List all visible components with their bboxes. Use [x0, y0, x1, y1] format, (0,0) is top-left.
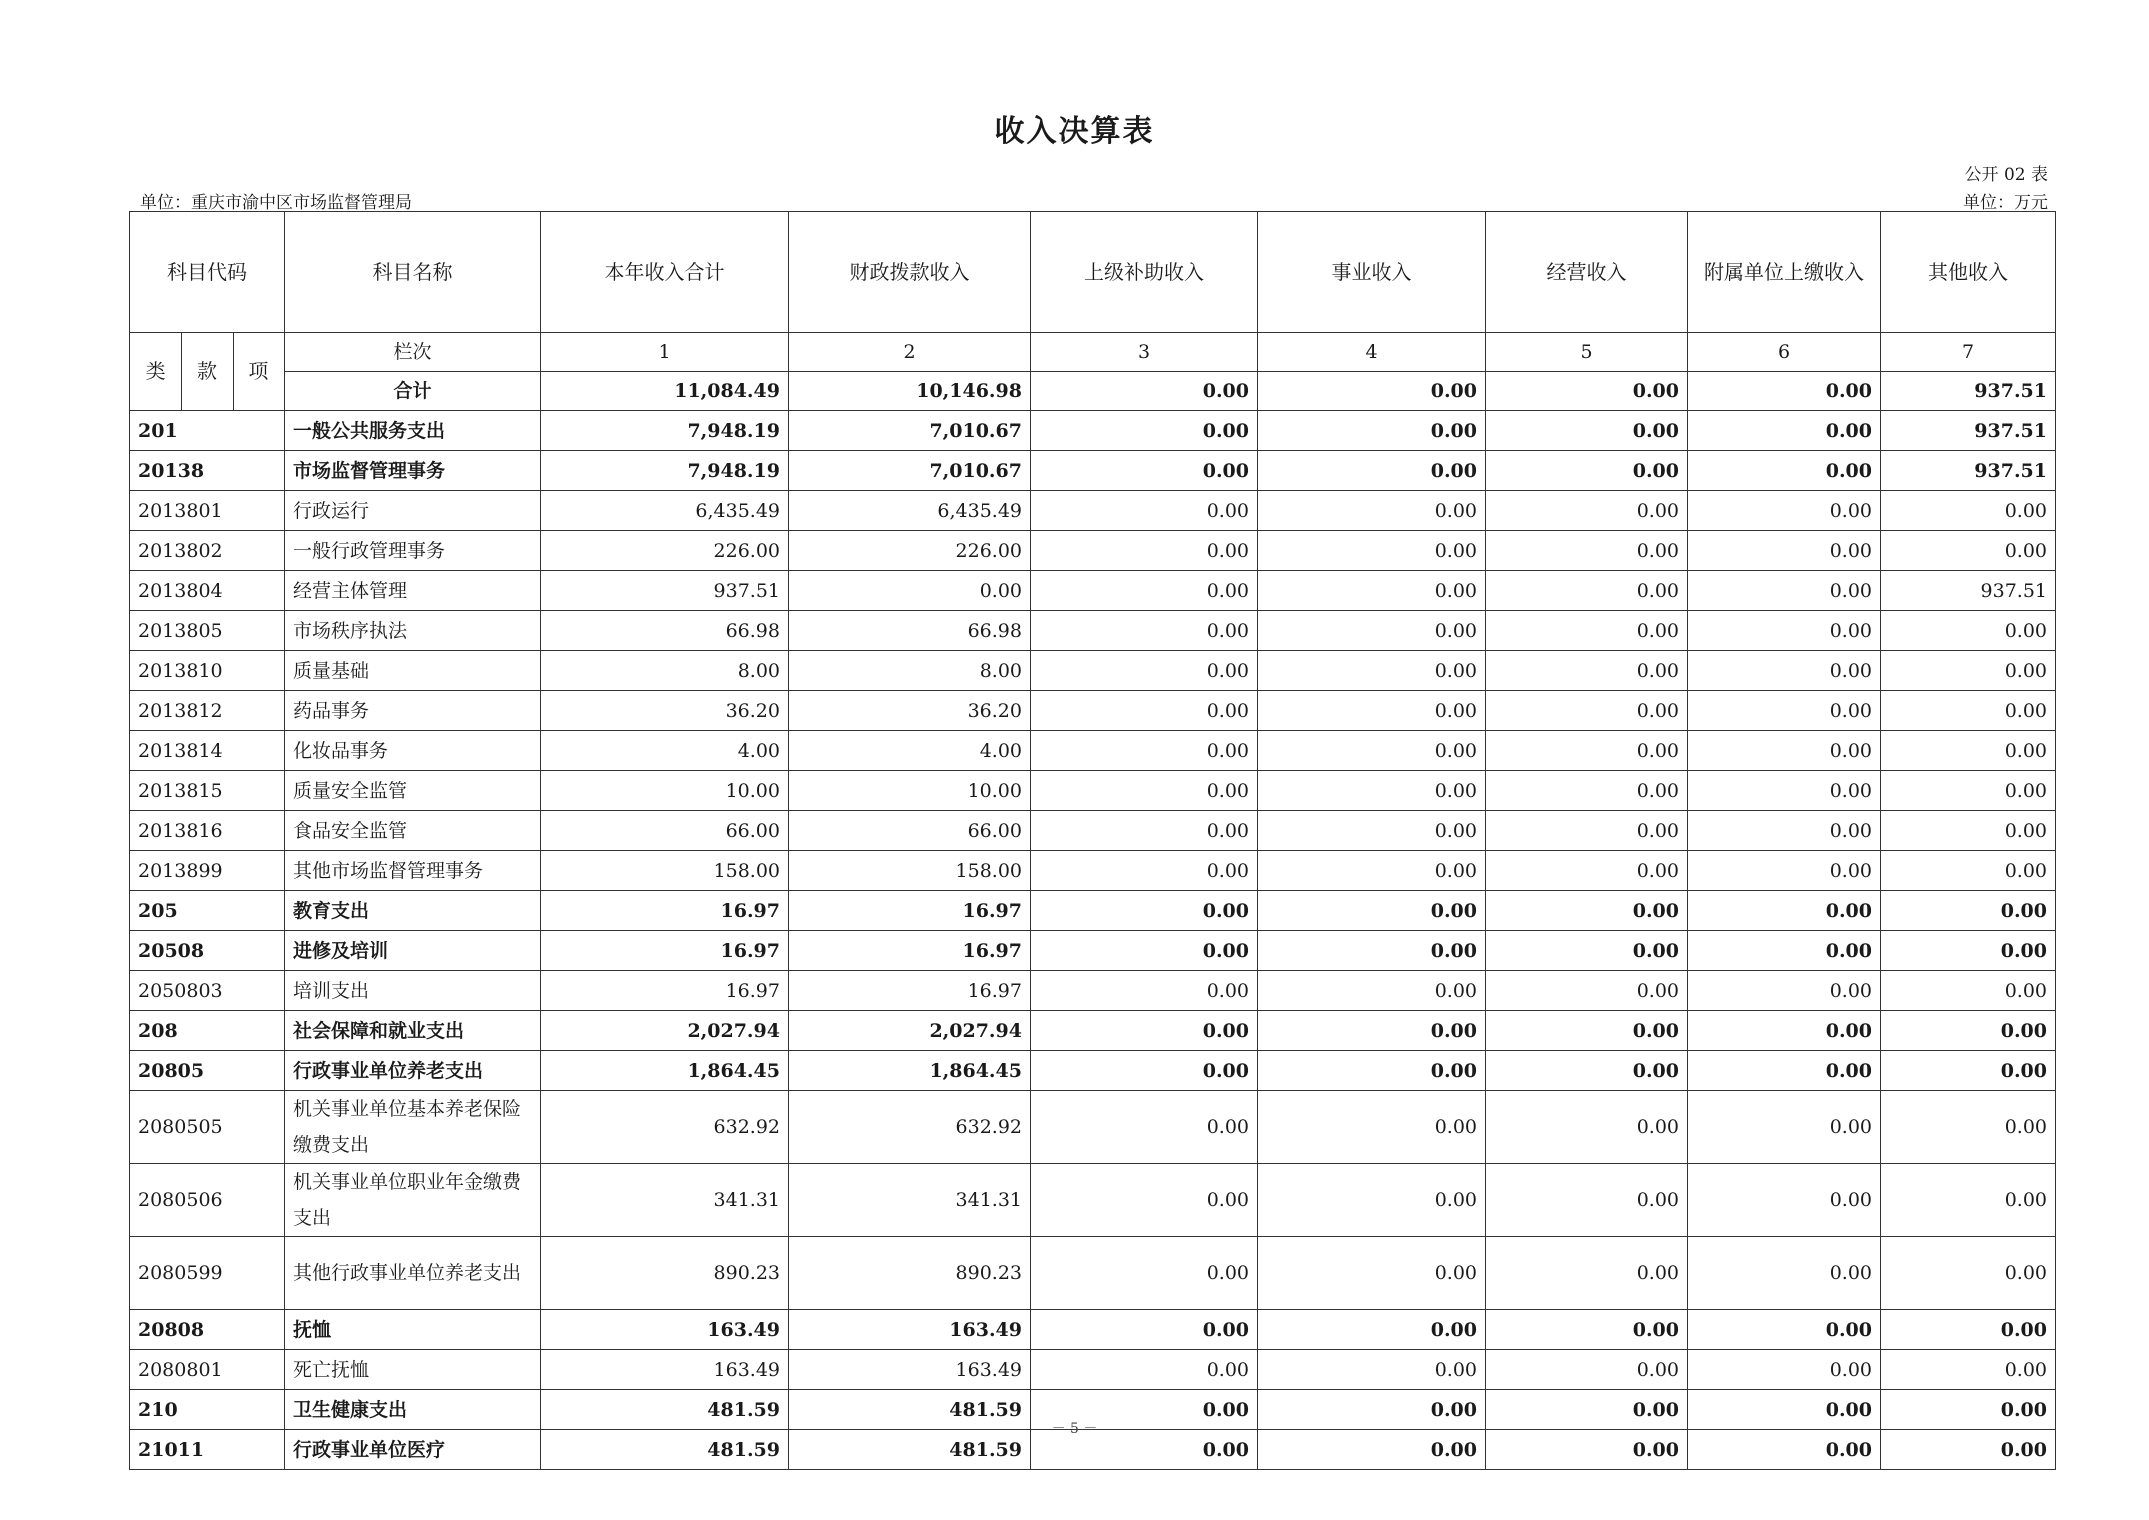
row-value: 0.00 [1486, 1164, 1688, 1237]
row-value: 0.00 [1486, 531, 1688, 571]
row-code: 2013812 [130, 691, 285, 731]
table-row [130, 571, 2056, 611]
row-value: 7,948.19 [541, 451, 789, 491]
row-value: 226.00 [541, 531, 789, 571]
row-value: 0.00 [1688, 611, 1881, 651]
row-value: 0.00 [1486, 851, 1688, 891]
row-value: 0.00 [1031, 1011, 1258, 1051]
row-name: 市场秩序执法 [285, 611, 541, 651]
row-value: 2,027.94 [541, 1011, 789, 1051]
row-value: 66.98 [789, 611, 1031, 651]
header-col2: 财政拨款收入 [789, 212, 1031, 333]
row-value: 0.00 [1486, 571, 1688, 611]
row-value: 0.00 [1258, 1310, 1486, 1350]
total-cell: 0.00 [1031, 372, 1258, 411]
row-name: 行政运行 [285, 491, 541, 531]
row-value: 0.00 [1031, 891, 1258, 931]
row-value: 481.59 [789, 1390, 1031, 1430]
row-value: 16.97 [541, 931, 789, 971]
col-number: 7 [1881, 333, 2056, 372]
row-value: 0.00 [1881, 1051, 2056, 1091]
row-value: 0.00 [1881, 1011, 2056, 1051]
row-name: 机关事业单位职业年金缴费支出 [285, 1164, 541, 1237]
row-value: 0.00 [1881, 1350, 2056, 1390]
row-value: 0.00 [1486, 611, 1688, 651]
total-row [130, 372, 2056, 411]
row-code: 2013810 [130, 651, 285, 691]
row-value: 0.00 [1486, 1051, 1688, 1091]
row-value: 0.00 [1258, 651, 1486, 691]
row-value: 16.97 [789, 931, 1031, 971]
row-value: 0.00 [1881, 1237, 2056, 1310]
row-value: 0.00 [1031, 851, 1258, 891]
row-value: 163.49 [541, 1310, 789, 1350]
row-value: 0.00 [1881, 1390, 2056, 1430]
row-value: 0.00 [1881, 1091, 2056, 1164]
row-code: 2013814 [130, 731, 285, 771]
row-value: 0.00 [1881, 811, 2056, 851]
row-code: 201 [130, 411, 285, 451]
row-value: 0.00 [1881, 691, 2056, 731]
row-name: 进修及培训 [285, 931, 541, 971]
row-value: 0.00 [1688, 1310, 1881, 1350]
row-code: 20138 [130, 451, 285, 491]
total-label: 合计 [285, 372, 541, 411]
row-name: 化妆品事务 [285, 731, 541, 771]
row-value: 0.00 [1486, 1091, 1688, 1164]
table-row [130, 1011, 2056, 1051]
row-value: 7,010.67 [789, 451, 1031, 491]
row-value: 0.00 [1486, 1430, 1688, 1470]
row-value: 0.00 [1688, 771, 1881, 811]
row-value: 0.00 [1258, 571, 1486, 611]
row-value: 0.00 [1258, 1430, 1486, 1470]
row-value: 0.00 [1031, 931, 1258, 971]
row-value: 0.00 [1688, 891, 1881, 931]
row-value: 10.00 [789, 771, 1031, 811]
total-cell: 0.00 [1486, 372, 1688, 411]
row-value: 0.00 [1881, 611, 2056, 651]
row-code: 20808 [130, 1310, 285, 1350]
row-value: 0.00 [1688, 491, 1881, 531]
table-row [130, 1350, 2056, 1390]
row-value: 0.00 [1688, 691, 1881, 731]
table-row [130, 691, 2056, 731]
row-value: 0.00 [1486, 651, 1688, 691]
row-name: 其他行政事业单位养老支出 [285, 1237, 541, 1310]
row-value: 937.51 [1881, 411, 2056, 451]
row-code: 20805 [130, 1051, 285, 1091]
row-value: 481.59 [541, 1390, 789, 1430]
row-value: 0.00 [1486, 691, 1688, 731]
row-name: 质量基础 [285, 651, 541, 691]
total-cell: 11,084.49 [541, 372, 789, 411]
table-row [130, 611, 2056, 651]
total-cell: 0.00 [1258, 372, 1486, 411]
table-row [130, 1310, 2056, 1350]
row-value: 0.00 [1258, 1164, 1486, 1237]
row-value: 0.00 [1881, 491, 2056, 531]
row-name: 抚恤 [285, 1310, 541, 1350]
row-value: 890.23 [541, 1237, 789, 1310]
table-row [130, 891, 2056, 931]
row-value: 8.00 [789, 651, 1031, 691]
row-value: 0.00 [1881, 931, 2056, 971]
row-value: 0.00 [1881, 851, 2056, 891]
row-value: 341.31 [541, 1164, 789, 1237]
row-value: 0.00 [1688, 1051, 1881, 1091]
row-name: 培训支出 [285, 971, 541, 1011]
total-cell: 0.00 [1688, 372, 1881, 411]
row-value: 7,010.67 [789, 411, 1031, 451]
row-code: 21011 [130, 1430, 285, 1470]
row-value: 0.00 [1258, 931, 1486, 971]
row-value: 0.00 [1031, 691, 1258, 731]
row-value: 0.00 [1031, 1350, 1258, 1390]
header-col4: 事业收入 [1258, 212, 1486, 333]
row-value: 0.00 [1031, 571, 1258, 611]
row-value: 158.00 [541, 851, 789, 891]
subheader-kuan: 款 [196, 359, 217, 383]
row-name: 机关事业单位基本养老保险缴费支出 [285, 1091, 541, 1164]
row-value: 0.00 [1258, 411, 1486, 451]
subheader-lei: 类 [145, 359, 166, 383]
table-row [130, 651, 2056, 691]
row-name: 一般公共服务支出 [285, 411, 541, 451]
table-row [130, 771, 2056, 811]
row-value: 0.00 [1486, 451, 1688, 491]
row-value: 0.00 [1486, 491, 1688, 531]
row-value: 0.00 [1258, 691, 1486, 731]
row-value: 8.00 [541, 651, 789, 691]
row-value: 0.00 [1688, 651, 1881, 691]
row-value: 0.00 [1486, 811, 1688, 851]
row-value: 0.00 [1688, 451, 1881, 491]
table-row [130, 851, 2056, 891]
row-value: 0.00 [1258, 1237, 1486, 1310]
subheader-xiang: 项 [248, 359, 269, 383]
row-value: 36.20 [541, 691, 789, 731]
row-code: 2013804 [130, 571, 285, 611]
row-name: 一般行政管理事务 [285, 531, 541, 571]
header-row [130, 212, 2056, 333]
row-value: 0.00 [1258, 611, 1486, 651]
row-value: 0.00 [1486, 971, 1688, 1011]
row-value: 0.00 [1486, 891, 1688, 931]
row-value: 0.00 [1258, 971, 1486, 1011]
row-value: 0.00 [1258, 1091, 1486, 1164]
row-name: 教育支出 [285, 891, 541, 931]
row-value: 0.00 [1688, 531, 1881, 571]
row-code: 2013805 [130, 611, 285, 651]
table-row [130, 931, 2056, 971]
table-row [130, 531, 2056, 571]
row-name: 质量安全监管 [285, 771, 541, 811]
row-code: 2013816 [130, 811, 285, 851]
row-value: 4.00 [789, 731, 1031, 771]
row-value: 0.00 [1881, 1310, 2056, 1350]
col-number: 1 [541, 333, 789, 372]
row-value: 1,864.45 [541, 1051, 789, 1091]
table-row [130, 1164, 2056, 1237]
row-value: 2,027.94 [789, 1011, 1031, 1051]
row-code: 210 [130, 1390, 285, 1430]
row-value: 0.00 [1881, 771, 2056, 811]
row-value: 0.00 [1031, 971, 1258, 1011]
row-value: 937.51 [1881, 571, 2056, 611]
row-value: 0.00 [1486, 731, 1688, 771]
row-value: 0.00 [1881, 531, 2056, 571]
row-value: 0.00 [1688, 811, 1881, 851]
row-value: 0.00 [1258, 731, 1486, 771]
row-value: 0.00 [1258, 1350, 1486, 1390]
row-value: 0.00 [1486, 1237, 1688, 1310]
page-number: － 5 － [1051, 1421, 1098, 1437]
row-value: 0.00 [1258, 451, 1486, 491]
row-code: 2080505 [130, 1091, 285, 1164]
row-value: 0.00 [1258, 1051, 1486, 1091]
row-value: 0.00 [1688, 1390, 1881, 1430]
row-name: 经营主体管理 [285, 571, 541, 611]
row-value: 0.00 [1031, 1051, 1258, 1091]
row-value: 0.00 [1258, 771, 1486, 811]
currency-unit: 单位：万元 [1963, 193, 2048, 213]
row-code: 2050803 [130, 971, 285, 1011]
col-number: 5 [1486, 333, 1688, 372]
row-value: 0.00 [1688, 1430, 1881, 1470]
row-value: 16.97 [541, 971, 789, 1011]
row-value: 0.00 [1688, 411, 1881, 451]
form-number: 公开 02 表 [1964, 165, 2048, 185]
income-table [129, 211, 2056, 1470]
row-value: 226.00 [789, 531, 1031, 571]
table-row [130, 1051, 2056, 1091]
row-value: 158.00 [789, 851, 1031, 891]
reporting-unit: 单位：重庆市渝中区市场监督管理局 [140, 193, 412, 213]
row-value: 163.49 [541, 1350, 789, 1390]
col-number: 4 [1258, 333, 1486, 372]
row-code: 2080801 [130, 1350, 285, 1390]
row-value: 0.00 [1031, 451, 1258, 491]
row-value: 0.00 [1031, 1237, 1258, 1310]
row-value: 0.00 [1486, 1390, 1688, 1430]
header-name: 科目名称 [285, 212, 541, 333]
row-name: 卫生健康支出 [285, 1390, 541, 1430]
row-name: 社会保障和就业支出 [285, 1011, 541, 1051]
row-value: 10.00 [541, 771, 789, 811]
row-value: 66.00 [541, 811, 789, 851]
row-value: 0.00 [1031, 1390, 1258, 1430]
row-value: 0.00 [1688, 1164, 1881, 1237]
row-code: 2013801 [130, 491, 285, 531]
row-value: 937.51 [541, 571, 789, 611]
table-row [130, 491, 2056, 531]
total-cell: 10,146.98 [789, 372, 1031, 411]
row-code: 2080506 [130, 1164, 285, 1237]
row-name: 其他市场监督管理事务 [285, 851, 541, 891]
header-col5: 经营收入 [1486, 212, 1688, 333]
row-value: 0.00 [1031, 651, 1258, 691]
row-value: 0.00 [1688, 1011, 1881, 1051]
row-value: 0.00 [1031, 531, 1258, 571]
row-value: 66.98 [541, 611, 789, 651]
code-subheader [130, 333, 285, 411]
row-value: 0.00 [1031, 811, 1258, 851]
row-value: 0.00 [1688, 731, 1881, 771]
row-value: 4.00 [541, 731, 789, 771]
row-value: 0.00 [1258, 1390, 1486, 1430]
table-row [130, 451, 2056, 491]
row-value: 0.00 [1031, 411, 1258, 451]
row-value: 632.92 [789, 1091, 1031, 1164]
row-value: 0.00 [1881, 1164, 2056, 1237]
row-code: 205 [130, 891, 285, 931]
row-value: 0.00 [789, 571, 1031, 611]
row-code: 2013899 [130, 851, 285, 891]
row-value: 7,948.19 [541, 411, 789, 451]
row-value: 0.00 [1031, 731, 1258, 771]
row-code: 2013815 [130, 771, 285, 811]
row-name: 行政事业单位医疗 [285, 1430, 541, 1470]
total-cell: 937.51 [1881, 372, 2056, 411]
row-value: 0.00 [1031, 1164, 1258, 1237]
row-value: 0.00 [1881, 971, 2056, 1011]
row-value: 0.00 [1881, 891, 2056, 931]
row-value: 0.00 [1881, 651, 2056, 691]
table-row [130, 971, 2056, 1011]
header-col7: 其他收入 [1881, 212, 2056, 333]
row-value: 0.00 [1258, 531, 1486, 571]
row-code: 20508 [130, 931, 285, 971]
row-value: 0.00 [1031, 1430, 1258, 1470]
row-value: 163.49 [789, 1310, 1031, 1350]
row-code: 2013802 [130, 531, 285, 571]
header-col1: 本年收入合计 [541, 212, 789, 333]
table-row [130, 811, 2056, 851]
row-value: 0.00 [1688, 851, 1881, 891]
table-row [130, 1237, 2056, 1310]
row-value: 890.23 [789, 1237, 1031, 1310]
row-value: 481.59 [789, 1430, 1031, 1470]
row-name: 行政事业单位养老支出 [285, 1051, 541, 1091]
row-value: 481.59 [541, 1430, 789, 1470]
row-name: 食品安全监管 [285, 811, 541, 851]
row-value: 0.00 [1031, 611, 1258, 651]
row-value: 0.00 [1486, 931, 1688, 971]
row-value: 0.00 [1031, 771, 1258, 811]
row-value: 0.00 [1486, 1310, 1688, 1350]
row-value: 0.00 [1688, 1350, 1881, 1390]
row-value: 0.00 [1486, 1350, 1688, 1390]
col-number: 2 [789, 333, 1031, 372]
row-value: 16.97 [541, 891, 789, 931]
row-value: 0.00 [1031, 1091, 1258, 1164]
header-code: 科目代码 [130, 212, 285, 333]
row-code: 208 [130, 1011, 285, 1051]
row-value: 0.00 [1486, 1011, 1688, 1051]
row-value: 0.00 [1688, 1237, 1881, 1310]
row-value: 0.00 [1258, 1011, 1486, 1051]
row-value: 0.00 [1486, 771, 1688, 811]
row-value: 0.00 [1031, 491, 1258, 531]
row-value: 1,864.45 [789, 1051, 1031, 1091]
row-value: 632.92 [541, 1091, 789, 1164]
row-value: 6,435.49 [541, 491, 789, 531]
page-title: 收入决算表 [994, 114, 1155, 149]
row-value: 163.49 [789, 1350, 1031, 1390]
row-value: 0.00 [1688, 571, 1881, 611]
row-value: 16.97 [789, 971, 1031, 1011]
subheader-lanci: 栏次 [285, 333, 541, 372]
table-row [130, 411, 2056, 451]
row-value: 36.20 [789, 691, 1031, 731]
table-row [130, 1091, 2056, 1164]
row-value: 16.97 [789, 891, 1031, 931]
row-name: 市场监督管理事务 [285, 451, 541, 491]
row-value: 0.00 [1258, 891, 1486, 931]
row-value: 0.00 [1258, 811, 1486, 851]
row-value: 0.00 [1881, 1430, 2056, 1470]
row-value: 0.00 [1688, 931, 1881, 971]
row-value: 937.51 [1881, 451, 2056, 491]
row-value: 0.00 [1881, 731, 2056, 771]
row-name: 药品事务 [285, 691, 541, 731]
row-value: 341.31 [789, 1164, 1031, 1237]
col-number: 3 [1031, 333, 1258, 372]
row-value: 0.00 [1688, 1091, 1881, 1164]
table-row [130, 731, 2056, 771]
row-value: 0.00 [1258, 491, 1486, 531]
row-name: 死亡抚恤 [285, 1350, 541, 1390]
col-number: 6 [1688, 333, 1881, 372]
row-value: 0.00 [1688, 971, 1881, 1011]
row-value: 0.00 [1486, 411, 1688, 451]
row-value: 0.00 [1031, 1310, 1258, 1350]
row-value: 66.00 [789, 811, 1031, 851]
header-col3: 上级补助收入 [1031, 212, 1258, 333]
row-code: 2080599 [130, 1237, 285, 1310]
header-col6: 附属单位上缴收入 [1688, 212, 1881, 333]
row-value: 6,435.49 [789, 491, 1031, 531]
column-number-row [130, 333, 2056, 372]
row-value: 0.00 [1258, 851, 1486, 891]
